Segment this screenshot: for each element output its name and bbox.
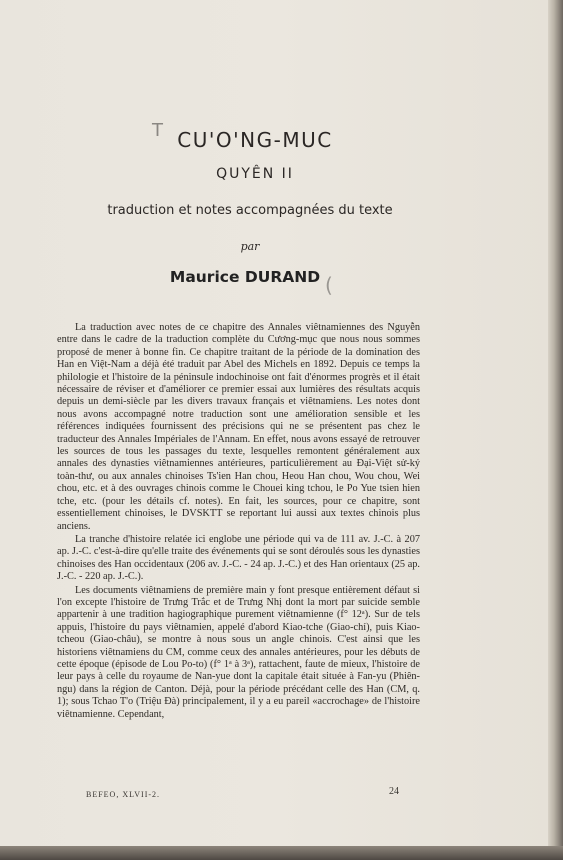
journal-reference: BEFEO, XLVII-2. — [86, 790, 161, 799]
paragraph: La tranche d'histoire relatée ici englobe une période qui va de 111 av. J.-C. à 207 ap. J.-C. c'est-à-dire qu'elle traite des événements qui se sont déroulés sous les dynasties chinoises des Han occidentaux (206 av. J.-C. - 24 ap. J.-C.) et des Han orientaux (25 ap. J.-C. - 220 ap. J.-C.). — [57, 533, 420, 583]
volume-subtitle: QUYÊN II — [216, 166, 294, 182]
paragraph: Les documents viêtnamiens de première main y font presque entièrement défaut si l'on excepte l'histoire de Trưng Trắc et de Trưng Nhị dont la mort par suicide semble appartenir à une tradition hagiographique purement viêtnamienne (f° 12ᵃ). Sur de tels appuis, l'histoire du pays viêtnamien, appelé d'abord Kiao-tche (Giao-chỉ), puis Kiao-tcheou (Giao-châu), se montre à nous sous un angle chinois. C'est ainsi que les historiens viêtnamiens du CM, comme ceux des annales antérieures, pour les débuts de cette époque (épisode de Lou Po-to) (f° 1ᵃ à 3ᵃ), rattachent, faute de mieux, l'histoire de leur pays à celle du royaume de Nan-yue dont la capitale était située à Fan-yu (Phiên-ngu) dans la région de Canton. Déjà, pour la période précédant celle des Han (CM, q. 1); sous Tchao T'o (Triệu Đà) principalement, il y a eu pareil «accrochage» de l'histoire viêtnamienne. Cependant, — [57, 584, 420, 720]
author-name: Maurice DURAND — [169, 268, 321, 286]
pencil-annotation-1: T — [152, 120, 163, 141]
bottom-shadow — [0, 846, 563, 860]
body-text — [57, 322, 420, 721]
page-number: 24 — [389, 786, 399, 797]
pencil-annotation-2: ( — [325, 273, 333, 297]
chapter-title: CU'O'NG-MUC — [177, 128, 333, 152]
description-line: traduction et notes accompagnées du texte — [107, 203, 393, 218]
by-label: par — [240, 240, 260, 253]
paragraph: La traduction avec notes de ce chapitre des Annales viêtnamiennes des Nguyễn entre dans le cadre de la traduction complète du Cương-mục que nous nous sommes proposé de mener à bonne fin. Ce chapitre traitant de la période de la domination des Han en Việt-Nam a déjà été traduit par Abel des Michels en 1892. Depuis ce temps la philologie et l'histoire de la péninsule indochinoise ont fait d'énormes progrès et il était nécessaire de réviser et d'améliorer ce premier essai aux lumières des résultats acquis depuis un demi-siècle par les divers travaux français et viêtnamiens. Les notes dont nous avons accompagné notre traduction sont une amélioration sensible et les références indiquées fournissent des précisions qui ne se présentent pas chez le traducteur des Annales Impériales de l'Annam. En effet, nous avons essayé de retrouver les sources de tous les passages du texte, lesquelles remontent généralement aux annales des dynasties viêtnamiennes antérieures, particulièrement au Đại-Việt sử-ký toàn-thư, ou aux annales chinoises Ts'ien Han chou, Heou Han chou, Wou chou, Wei chou, etc. et à des ouvrages chinois comme le Chouei king tchou, le Po Yue tsien hien tche, etc. (pour les détails cf. notes). En fait, les sources, pour ce chapitre, sont essentiellement chinoises, le DVSKTT se reportant lui aussi aux textes chinois plus anciens. — [57, 322, 420, 532]
page-edge — [548, 0, 563, 860]
